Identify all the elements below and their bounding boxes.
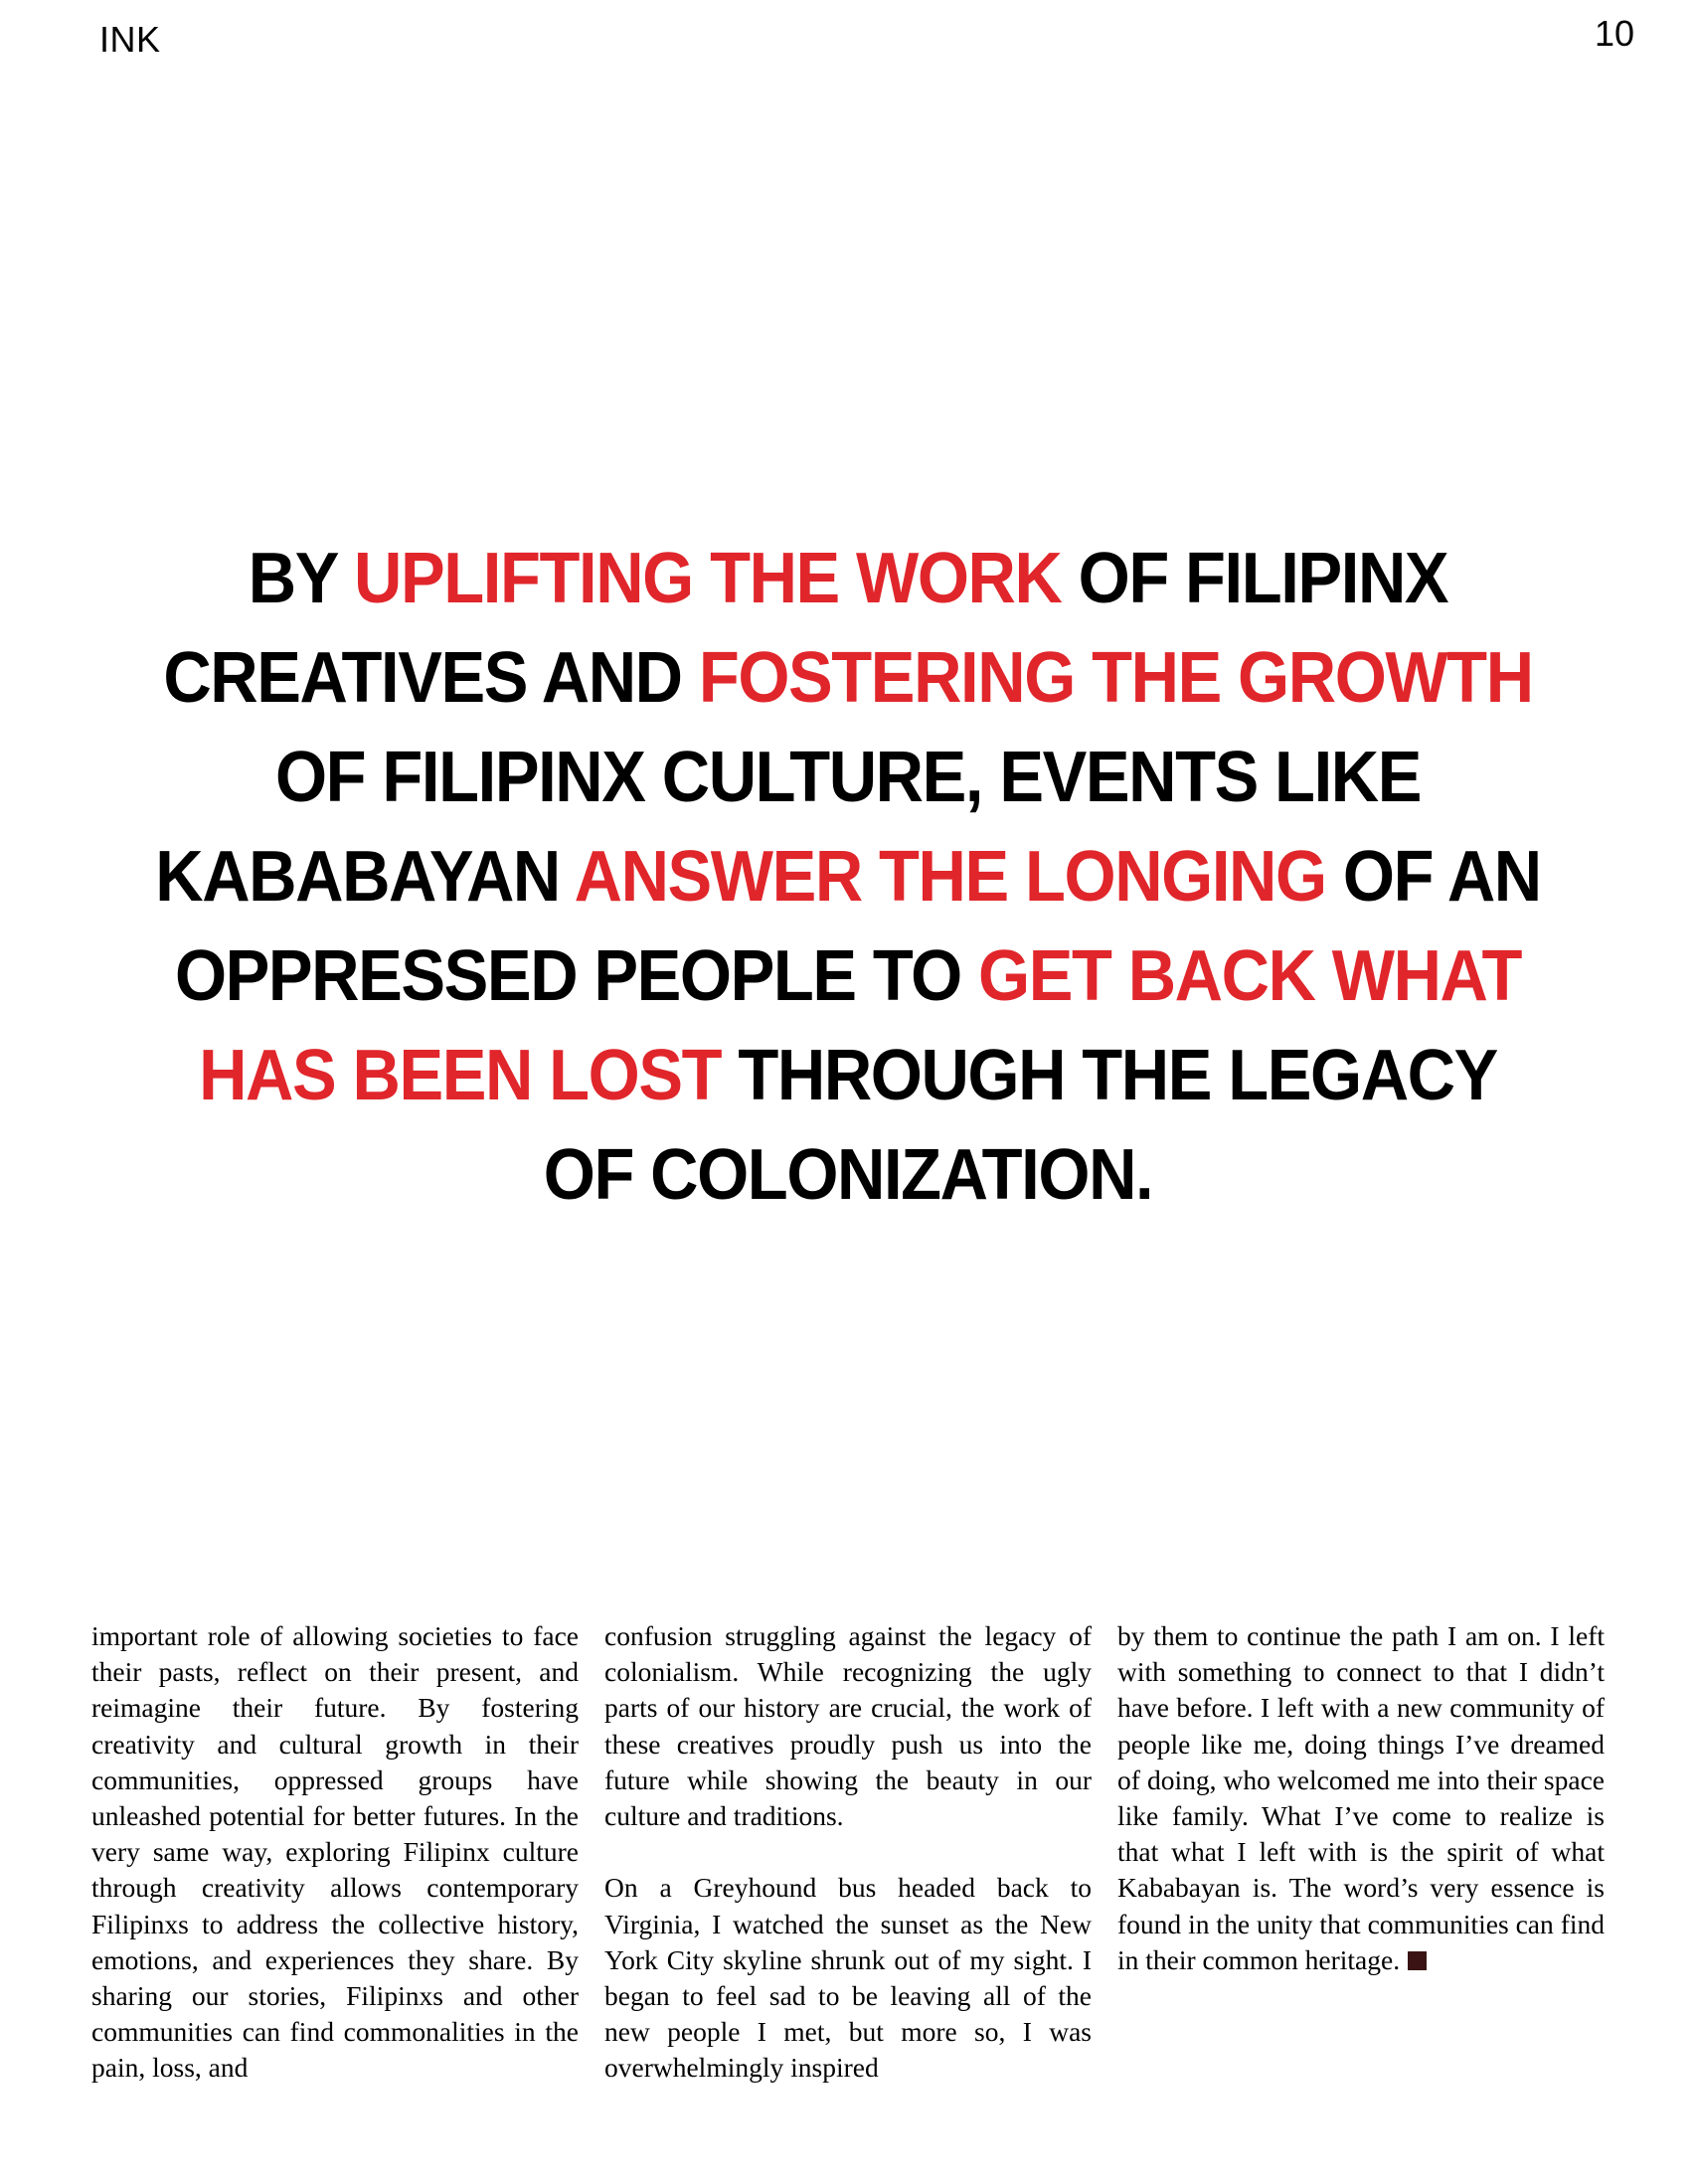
body-paragraph-text: by them to continue the path I am on. I left with something to connect to that I didn’t have before. I left with a new community of people like me, doing things I’ve dreamed of doing, who welcomed me into their space like family. What I’ve come to realize is that what I left with is the spirit of what Kababayan is. The word’s very essence is found in the unity that communities can find in their common heritage.	[1117, 1620, 1605, 1975]
body-column-1	[91, 1618, 579, 2087]
article-body	[91, 1618, 1605, 2096]
body-column-3	[1117, 1618, 1605, 1978]
body-paragraph: On a Greyhound bus headed back to Virginia, I watched the sunset as the New York City skyline shrunk out of my sight. I began to feel sad to be leaving all of the new people I met, but more so, I was overwhelmingly inspired	[604, 1872, 1092, 2084]
body-column-2	[604, 1618, 1092, 2087]
pull-quote-text: THROUGH THE LEGACY OF COLONIZATION.	[543, 1036, 1497, 1215]
pull-quote-text: BY	[248, 539, 355, 618]
section-label: INK	[99, 19, 161, 60]
body-paragraph-final	[1117, 1618, 1605, 1978]
body-paragraph: important role of allowing societies to face their pasts, reflect on their present, and reimagine their future. By fostering creativity and cultural growth in their communities, oppressed groups have unleashed potential for better futures. In the very same way, exploring Filipinx culture through creativity allows contemporary Filipinxs to address the collective history, emotions, and experiences they share. By sharing our stories, Filipinxs and other communities can find commonalities in the pain, loss, and	[91, 1620, 579, 2084]
pull-quote-text: OF AN OPPRESSED PEOPLE TO	[174, 837, 1541, 1016]
pull-quote-text: OF FILIPINX CULTURE, EVENTS LIKE KABABAYAN	[155, 738, 1422, 917]
pull-quote-highlight: FOSTERING THE GROWTH	[698, 638, 1533, 718]
end-mark-icon	[1408, 1951, 1427, 1970]
pull-quote	[152, 529, 1545, 1225]
pull-quote-text: OF FILIPINX CREATIVES AND	[163, 539, 1448, 718]
page-number: 10	[1594, 13, 1634, 54]
pull-quote-highlight: UPLIFTING THE WORK	[354, 539, 1062, 618]
pull-quote-highlight: GET BACK WHAT HAS BEEN LOST	[199, 936, 1522, 1115]
body-paragraph: confusion struggling against the legacy of colonialism. While recognizing the ugly parts of our history are crucial, the work of these creatives proudly push us into the future while showing the beauty in our culture and traditions.	[604, 1620, 1092, 1832]
pull-quote-highlight: ANSWER THE LONGING	[574, 837, 1326, 917]
